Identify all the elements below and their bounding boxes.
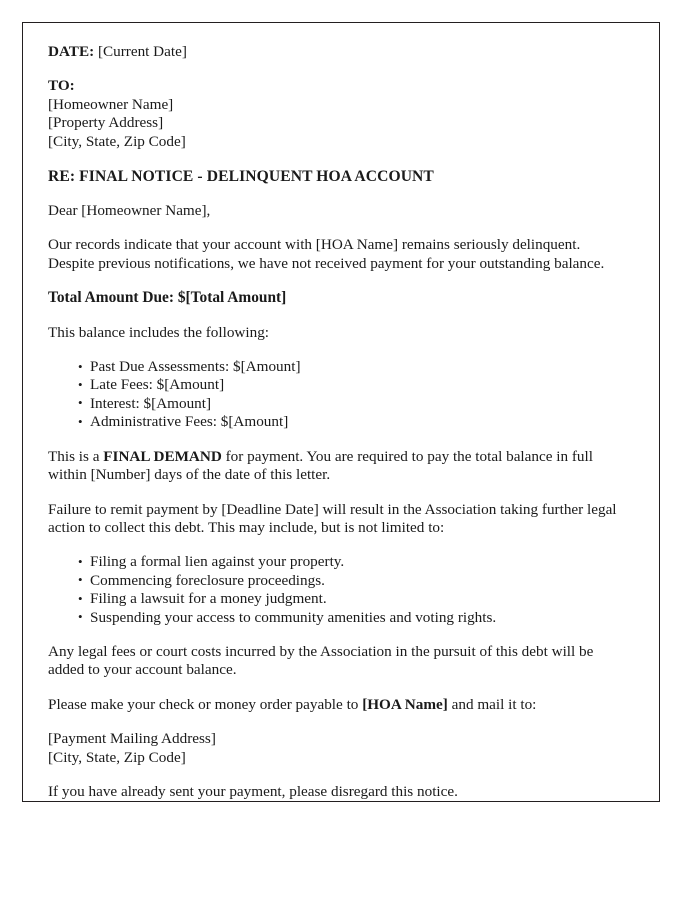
- failure-paragraph: Failure to remit payment by [Deadline Date] will result in the Association taking further legal action to collect this debt. This may include, but is not limited to:: [48, 500, 617, 536]
- payment-payee-emphasis: [HOA Name]: [362, 695, 448, 713]
- list-item: • Filing a formal lien against your property.: [78, 553, 630, 571]
- list-item: • Interest: $[Amount]: [78, 395, 630, 413]
- list-item: • Administrative Fees: $[Amount]: [78, 413, 630, 431]
- salutation: Dear [Homeowner Name],: [48, 202, 211, 220]
- date-label: DATE:: [48, 43, 95, 60]
- total-amount-due: Total Amount Due: $[Total Amount]: [48, 289, 287, 307]
- payment-address-block: [48, 730, 630, 767]
- final-demand-paragraph: [48, 448, 630, 485]
- legal-fees-paragraph: Any legal fees or court costs incurred by the Association in the pursuit of this debt will be added to your account balance.: [48, 642, 594, 679]
- list-item: • Commencing foreclosure proceedings.: [78, 572, 630, 590]
- demand-text-after: for payment. You are required to pay the total balance in full within [Number] days of the date of this letter.: [48, 447, 593, 484]
- payment-text-after: and mail it to:: [447, 695, 537, 713]
- date-value: [Current Date]: [97, 43, 187, 60]
- intro-paragraph: Our records indicate that your account with [HOA Name] remains seriously delinquent. Despite previous notifications, we have not received payment for your outstanding balance.: [48, 236, 605, 272]
- payment-instruction-paragraph: [48, 696, 630, 714]
- legal-actions-list: [48, 553, 630, 627]
- payment-address-line1: [Payment Mailing Address]: [48, 730, 216, 748]
- recipient-name: [Homeowner Name]: [48, 95, 174, 113]
- payment-text-before: Please make your check or money order payable to: [48, 695, 363, 713]
- list-item: • Suspending your access to community amenities and voting rights.: [78, 609, 630, 627]
- document-page: [22, 22, 660, 802]
- demand-emphasis: FINAL DEMAND: [103, 447, 222, 465]
- to-label: TO:: [48, 77, 75, 95]
- balance-intro: This balance includes the following:: [48, 323, 270, 341]
- list-item: • Filing a lawsuit for a money judgment.: [78, 590, 630, 608]
- list-item: • Past Due Assessments: $[Amount]: [78, 358, 630, 376]
- payment-address-line2: [City, State, Zip Code]: [48, 748, 186, 766]
- list-item: • Late Fees: $[Amount]: [78, 376, 630, 394]
- recipient-block: [48, 77, 630, 151]
- recipient-city-state-zip: [City, State, Zip Code]: [48, 132, 186, 150]
- letter-content: [48, 43, 630, 801]
- subject-line: RE: FINAL NOTICE - DELINQUENT HOA ACCOUNT: [48, 168, 434, 186]
- clipped-paragraph: If you have already sent your payment, please disregard this notice.: [48, 782, 458, 800]
- demand-text-before: This is a: [48, 447, 104, 465]
- recipient-address: [Property Address]: [48, 114, 164, 132]
- date-line: [48, 43, 630, 61]
- balance-breakdown-list: [48, 358, 630, 432]
